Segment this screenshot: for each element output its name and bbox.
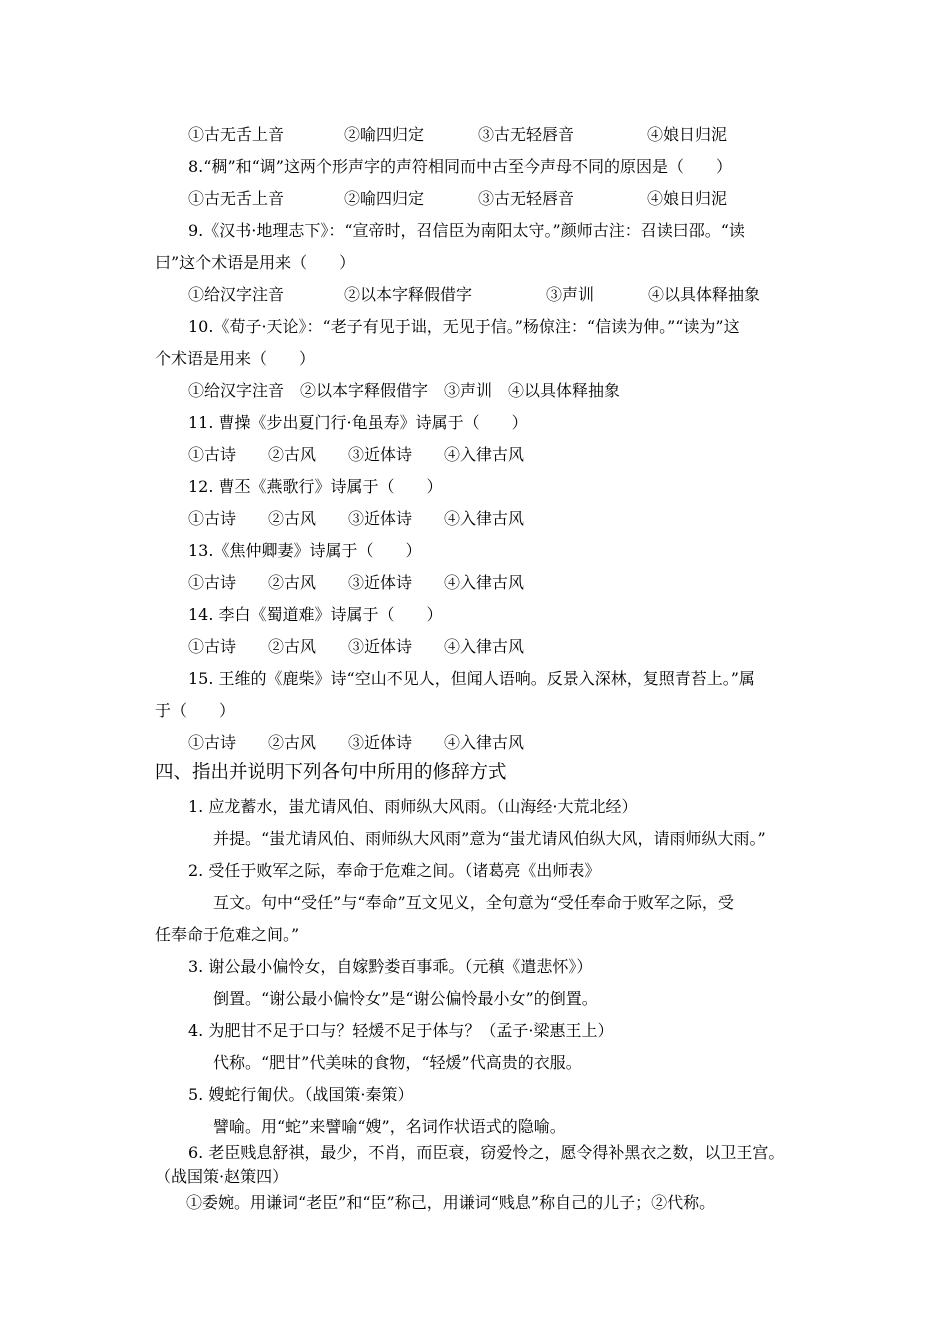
- text-line: 2. 受任于败军之际，奉命于危难之间。（诸葛亮《出师表》: [188, 861, 601, 880]
- text-line: ①古诗 ②古风 ③近体诗 ④入律古风: [188, 509, 525, 528]
- text-line: ①给汉字注音 ②以本字释假借字 ③声训 ④以具体释抽象: [188, 381, 621, 400]
- text-line: 10.《荀子·天论》：“老子有见于诎，无见于信。”杨倞注：“信读为伸。”“读为”这: [188, 317, 740, 336]
- option-text: ④娘日归泥: [647, 189, 728, 208]
- section-heading: 四、指出并说明下列各句中所用的修辞方式: [155, 762, 507, 783]
- text-line: 14. 李白《蜀道难》诗属于（ ）: [188, 605, 443, 624]
- text-line: 倒置。“谢公最小偏怜女”是“谢公偏怜最小女”的倒置。: [213, 989, 598, 1008]
- text-line: 5. 嫂蛇行匍伏。（战国策·秦策）: [188, 1085, 414, 1104]
- text-line: 1. 应龙蓄水，蚩尤请风伯、雨师纵大风雨。（山海经·大荒北经）: [188, 797, 638, 816]
- text-line: 8.“稠”和“调”这两个形声字的声符相同而中古至今声母不同的原因是（ ）: [188, 157, 732, 176]
- text-line: ①委婉。用谦词“老臣”和“臣”称己，用谦词“贱息”称自己的儿子；②代称。: [186, 1193, 716, 1212]
- text-line: 曰”这个术语是用来（ ）: [155, 253, 356, 272]
- option-text: ④以具体释抽象: [648, 285, 761, 304]
- option-text: ③古无轻唇音: [478, 189, 575, 208]
- text-line: 6. 老臣贱息舒祺，最少，不肖，而臣衰，窃爱怜之，愿令得补黑衣之数，以卫王宫。: [188, 1143, 785, 1162]
- text-line: 12. 曹丕《燕歌行》诗属于（ ）: [188, 477, 443, 496]
- text-line: （战国策·赵策四）: [155, 1167, 289, 1186]
- option-text: ①古无舌上音: [188, 189, 285, 208]
- option-text: ②喻四归定: [344, 125, 425, 144]
- option-text: ①给汉字注音: [188, 285, 285, 304]
- text-line: 9.《汉书·地理志下》：“宣帝时，召信臣为南阳太守。”颜师古注：召读曰邵。“读: [188, 221, 745, 240]
- text-line: 11. 曹操《步出夏门行·龟虽寿》诗属于（ ）: [188, 413, 528, 432]
- text-line: 3. 谢公最小偏怜女，自嫁黔娄百事乖。（元稹《遣悲怀》）: [188, 957, 593, 976]
- text-line: 15. 王维的《鹿柴》诗“空山不见人，但闻人语响。反景入深林，复照青苔上。”属: [188, 669, 755, 688]
- text-line: ①古诗 ②古风 ③近体诗 ④入律古风: [188, 733, 525, 752]
- text-line: ①古诗 ②古风 ③近体诗 ④入律古风: [188, 637, 525, 656]
- text-line: ①古诗 ②古风 ③近体诗 ④入律古风: [188, 445, 525, 464]
- text-line: 任奉命于危难之间。”: [155, 925, 300, 944]
- text-line: 譬喻。用“蛇”来譬喻“嫂”，名词作状语式的隐喻。: [213, 1117, 566, 1136]
- option-text: ③古无轻唇音: [478, 125, 575, 144]
- text-line: ①古诗 ②古风 ③近体诗 ④入律古风: [188, 573, 525, 592]
- text-line: 个术语是用来（ ）: [155, 349, 316, 368]
- text-line: 代称。“肥甘”代美味的食物，“轻煖”代高贵的衣服。: [213, 1053, 582, 1072]
- option-text: ③声训: [546, 285, 595, 304]
- text-line: 4. 为肥甘不足于口与？轻煖不足于体与？（孟子·梁惠王上）: [188, 1021, 614, 1040]
- text-line: 互文。句中“受任”与“奉命”互文见义，全句意为“受任奉命于败军之际，受: [213, 893, 734, 912]
- text-line: 13.《焦仲卿妻》诗属于（ ）: [188, 541, 422, 560]
- text-line: 并提。“蚩尤请风伯、雨师纵大风雨”意为“蚩尤请风伯纵大风，请雨师纵大雨。”: [213, 829, 766, 848]
- option-text: ②以本字释假借字: [344, 285, 473, 304]
- option-text: ④娘日归泥: [647, 125, 728, 144]
- option-text: ①古无舌上音: [188, 125, 285, 144]
- option-text: ②喻四归定: [344, 189, 425, 208]
- text-line: 于（ ）: [155, 701, 236, 720]
